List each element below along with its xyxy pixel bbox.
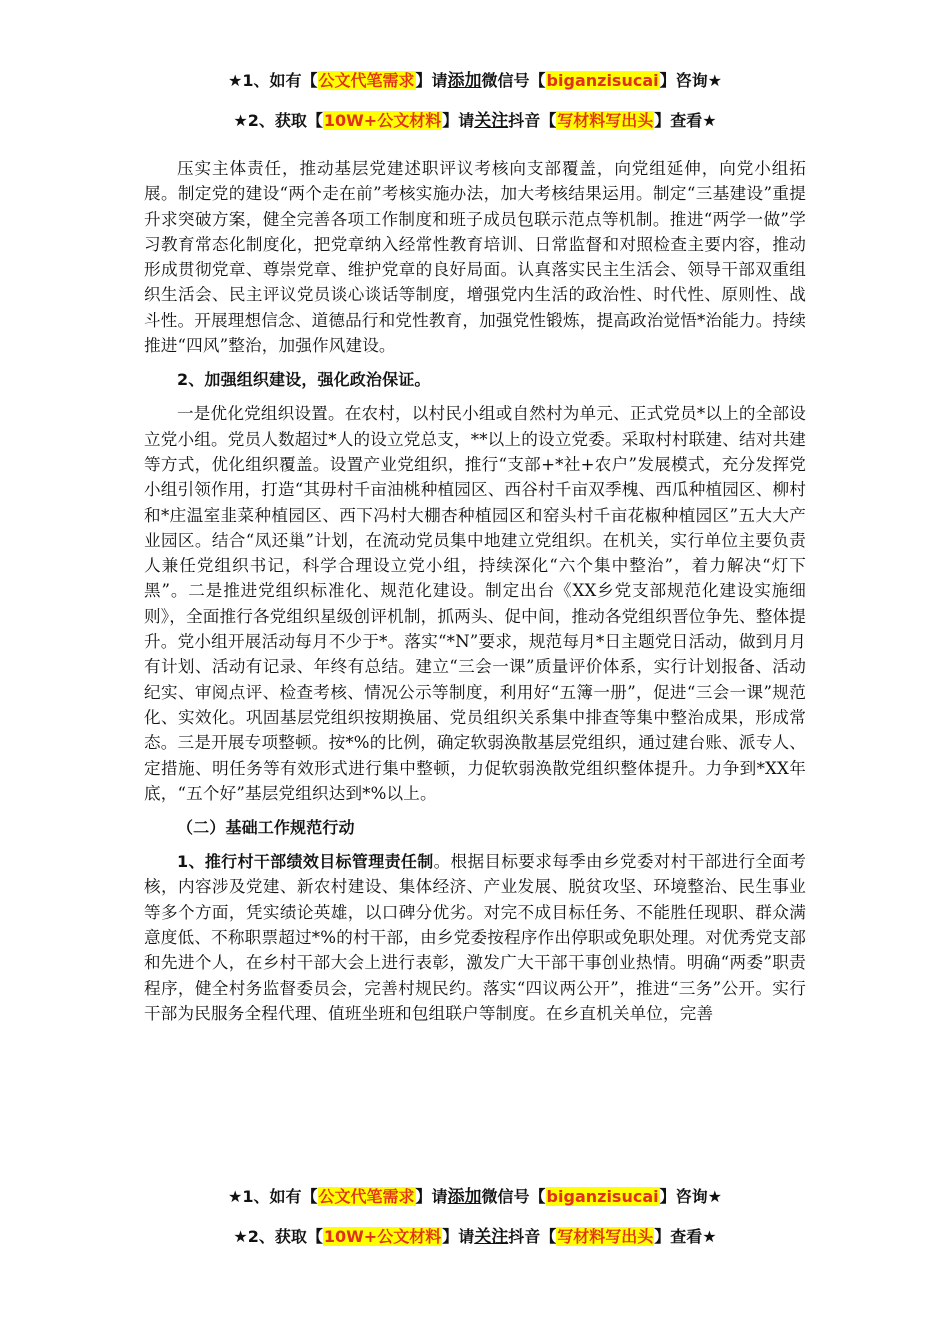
banner-text: 微信号【 [481, 1187, 546, 1206]
top-banner-line-1 [0, 70, 950, 92]
banner-text: 】查看★ [654, 111, 717, 130]
top-banner-line-2 [0, 110, 950, 132]
section-heading-basic-work: （二）基础工作规范行动 [177, 818, 355, 838]
banner-text: 1、如有【 [242, 1187, 318, 1206]
banner-wechat-id: biganzisucai [546, 71, 659, 90]
banner-douyin-id: 写材料写出头 [557, 111, 654, 130]
banner-text: 微信号【 [481, 71, 546, 90]
banner-text: 】查看★ [654, 1227, 717, 1246]
banner-highlight: 10W+公文材料 [323, 111, 442, 130]
banner-text: 】咨询★ [659, 1187, 722, 1206]
paragraph-3-text: 。根据目标要求每季由乡党委对村干部进行全面考核，内容涉及党建、新农村建设、集体经济、产业发展、脱贫攻坚、环境整治、民生事业等多个方面，凭实绩论英雄，以口碑分优劣。对完不成目标任务、不能胜任现职、群众满意度低、不称职票超过*%的村干部，由乡党委按程序作出停职或免职处理。对优秀党支部和先进个人，在乡村干部大会上进行表彰，激发广大干部干事创业热情。明确“两委”职责程序，健全村务监督委员会，完善村规民约。落实“四议两公开”，推进“三务”公开。实行干部为民服务全程代理、值班坐班和包组联户等制度。在乡直机关单位，完善 [144, 852, 806, 1023]
banner-highlight: 公文代笔需求 [318, 71, 415, 90]
banner-emphasis: 添加 [447, 71, 482, 91]
banner-text: 】请 [415, 1187, 448, 1206]
paragraph-2: 一是优化党组织设置。在农村，以村民小组或自然村为单元、正式党员*以上的全部设立党小组。党员人数超过*人的设立党总支，**以上的设立党委。采取村村联建、结对共建等方式，优化组织覆盖。设置产业党组织，推行“支部+*社+农户”发展模式，充分发挥党小组引领作用，打造“其毋村千亩油桃种植园区、西谷村千亩双季槐、西瓜种植园区、柳村和*庄温室韭菜种植园区、西下冯村大棚杏种植园区和窑头村千亩花椒种植园区”五大大产业园区。结合“凤还巢”计划，在流动党员集中地建立党组织。在机关，实行单位主要负责人兼任党组织书记，科学合理设立党小组，持续深化“六个集中整治”，着力解决“灯下黑”。二是推进党组织标准化、规范化建设。制定出台《XX乡党支部规范化建设实施细则》，全面推行各党组织星级创评机制，抓两头、促中间，推动各党组织晋位争先、整体提升。党小组开展活动每月不少于*。落实“*N”要求，规范每月*日主题党日活动，做到月月有计划、活动有记录、年终有总结。建立“三会一课”质量评价体系，实行计划报备、活动纪实、审阅点评、检查考核、情况公示等制度，利用好“五簿一册”，促进“三会一课”规范化、实效化。巩固基层党组织按期换届、党员组织关系集中排查等集中整治成果，形成常态。三是开展专项整顿。按*%的比例，确定软弱涣散基层党组织，通过建台账、派专人、定措施、明任务等有效形式进行集中整顿，力促软弱涣散党组织整体提升。力争到*XX年底，“五个好”基层党组织达到*%以上。 [144, 404, 806, 803]
banner-text: 2、获取【 [247, 1227, 323, 1246]
banner-emphasis: 添加 [447, 1187, 482, 1207]
banner-text: 抖音【 [508, 111, 557, 130]
bottom-banner-line-2 [0, 1226, 950, 1248]
star-icon: ★ [228, 71, 243, 90]
banner-text: 】请 [442, 111, 475, 130]
banner-highlight: 公文代笔需求 [318, 1187, 415, 1206]
banner-text: 1、如有【 [242, 71, 318, 90]
document-body [144, 156, 806, 1026]
banner-text: 】请 [442, 1227, 475, 1246]
paragraph-3 [144, 849, 806, 1026]
banner-text: 抖音【 [508, 1227, 557, 1246]
banner-text: 2、获取【 [247, 111, 323, 130]
banner-wechat-id: biganzisucai [546, 1187, 659, 1206]
banner-emphasis: 关注 [474, 1227, 509, 1247]
star-icon: ★ [233, 1227, 248, 1246]
banner-emphasis: 关注 [474, 111, 509, 131]
banner-text: 】咨询★ [659, 71, 722, 90]
banner-douyin-id: 写材料写出头 [557, 1227, 654, 1246]
paragraph-3-lead: 1、推行村干部绩效目标管理责任制 [177, 852, 434, 872]
banner-highlight: 10W+公文材料 [323, 1227, 442, 1246]
banner-text: 】请 [415, 71, 448, 90]
bottom-banner-line-1 [0, 1186, 950, 1208]
section-heading-2: 2、加强组织建设，强化政治保证。 [177, 370, 431, 390]
star-icon: ★ [233, 111, 248, 130]
star-icon: ★ [228, 1187, 243, 1206]
paragraph-1: 压实主体责任，推动基层党建述职评议考核向支部覆盖，向党组延伸，向党小组拓展。制定党的建设“两个走在前”考核实施办法，加大考核结果运用。制定“三基建设”重提升求突破方案，健全完善各项工作制度和班子成员包联示范点等机制。推进“两学一做”学习教育常态化制度化，把党章纳入经常性教育培训、日常监督和对照检查主要内容，推动形成贯彻党章、尊崇党章、维护党章的良好局面。认真落实民主生活会、领导干部双重组织生活会、民主评议党员谈心谈话等制度，增强党内生活的政治性、时代性、原则性、战斗性。开展理想信念、道德品行和党性教育，加强党性锻炼，提高政治觉悟*治能力。持续推进“四风”整治，加强作风建设。 [144, 159, 806, 356]
